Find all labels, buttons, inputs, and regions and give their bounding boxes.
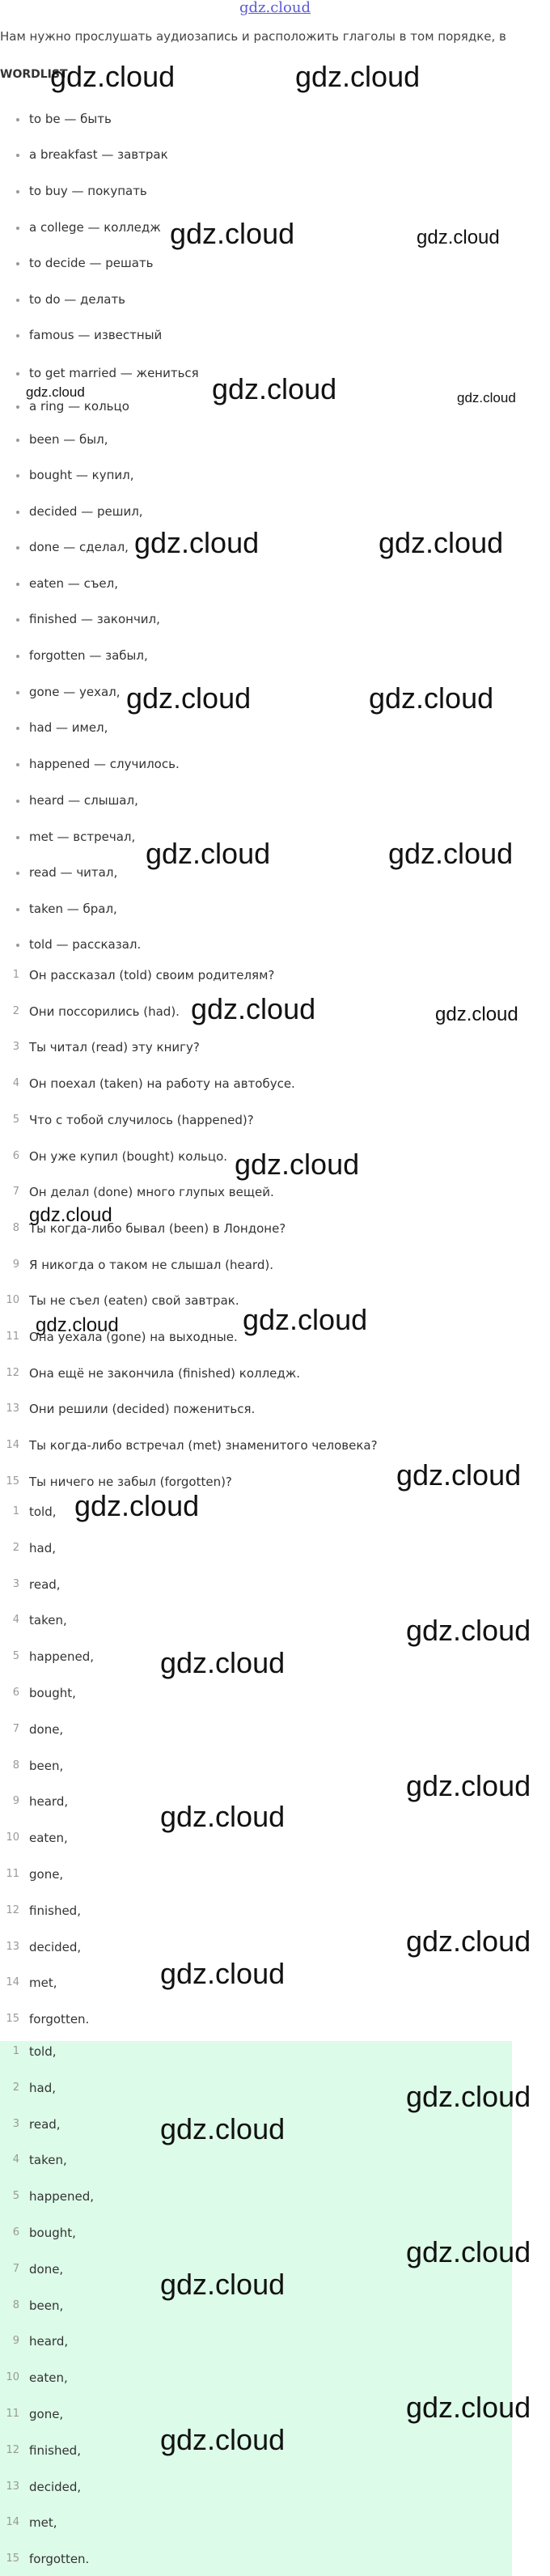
watermark: gdz.cloud	[160, 1800, 286, 1833]
row-number: 1	[12, 969, 19, 981]
bullet-icon	[16, 474, 19, 477]
row-number: 9	[12, 2335, 19, 2348]
watermark: gdz.cloud	[50, 60, 176, 93]
row-number: 8	[12, 2298, 19, 2311]
watermark: gdz.cloud	[26, 384, 85, 400]
row-number: 6	[12, 1687, 19, 1699]
row-text: told,	[29, 2044, 57, 2059]
row-text: told,	[29, 1504, 57, 1519]
row-text: heard,	[29, 1794, 69, 1810]
row-text: decided,	[29, 2479, 82, 2494]
row-text: met,	[29, 1975, 57, 1991]
watermark: gdz.cloud	[170, 217, 295, 250]
bullet-icon	[16, 190, 19, 193]
watermark: gdz.cloud	[406, 2080, 531, 2113]
row-text: happened,	[29, 2189, 94, 2205]
intro-text: Нам нужно прослушать аудиозапись и расположить глаголы в том порядке, в	[0, 29, 506, 44]
row-number: 11	[6, 1330, 19, 1343]
wordlist-item-text: a college — колледж	[29, 220, 161, 235]
bullet-icon	[16, 691, 19, 694]
site-link[interactable]: gdz.cloud	[239, 0, 311, 16]
bullet-icon	[16, 872, 19, 875]
row-number: 15	[6, 1475, 19, 1487]
row-number: 8	[12, 1759, 19, 1772]
row-text: had,	[29, 2080, 56, 2095]
row-number: 12	[6, 1366, 19, 1379]
watermark: gdz.cloud	[369, 681, 494, 715]
row-text: Они поссорились (had).	[29, 1004, 180, 1019]
row-text: eaten,	[29, 2370, 68, 2386]
row-text: eaten,	[29, 1831, 68, 1846]
row-number: 6	[12, 2226, 19, 2239]
bullet-icon	[16, 439, 19, 442]
row-text: forgotten.	[29, 2012, 90, 2027]
row-number: 4	[12, 1077, 19, 1090]
watermark: gdz.cloud	[160, 2423, 286, 2456]
wordlist-item-text: to do — делать	[29, 292, 126, 307]
wordlist-item-text: a breakfast — завтрак	[29, 147, 168, 162]
row-number: 12	[6, 2443, 19, 2456]
bullet-icon	[16, 262, 19, 265]
row-text: Они решили (decided) пожениться.	[29, 1402, 256, 1417]
row-number: 5	[12, 1650, 19, 1663]
watermark: gdz.cloud	[406, 2391, 531, 2424]
wordlist-item-text: finished — закончил,	[29, 612, 160, 626]
row-number: 1	[12, 1505, 19, 1517]
wordlist-item-text: forgotten — забыл,	[29, 648, 148, 663]
row-number: 2	[12, 2081, 19, 2094]
bullet-icon	[16, 546, 19, 550]
row-number: 7	[12, 1722, 19, 1735]
row-text: Он рассказал (told) своим родителям?	[29, 968, 275, 982]
watermark: gdz.cloud	[406, 1769, 531, 1802]
row-text: been,	[29, 2298, 64, 2313]
row-number: 3	[12, 1041, 19, 1054]
row-text: done,	[29, 2261, 64, 2277]
row-text: met,	[29, 2515, 57, 2531]
wordlist-item-text: had — имел,	[29, 720, 108, 735]
row-text: Он поехал (taken) на работу на автобусе.	[29, 1076, 295, 1092]
watermark: gdz.cloud	[134, 526, 260, 559]
row-text: forgotten.	[29, 2552, 90, 2567]
row-number: 3	[12, 2117, 19, 2130]
row-number: 9	[12, 1258, 19, 1271]
bullet-icon	[16, 334, 19, 337]
watermark: gdz.cloud	[146, 837, 271, 870]
watermark: gdz.cloud	[295, 60, 421, 93]
row-number: 13	[6, 2480, 19, 2493]
row-number: 4	[12, 2154, 19, 2166]
watermark: gdz.cloud	[379, 526, 504, 559]
row-number: 1	[12, 2045, 19, 2057]
bullet-icon	[16, 944, 19, 947]
watermark: gdz.cloud	[243, 1303, 368, 1336]
row-number: 2	[12, 1541, 19, 1554]
row-number: 7	[12, 2262, 19, 2275]
row-number: 15	[6, 2013, 19, 2026]
row-text: Ты ничего не забыл (forgotten)?	[29, 1474, 232, 1489]
row-text: read,	[29, 2116, 61, 2132]
bullet-icon	[16, 511, 19, 514]
row-text: been,	[29, 1758, 64, 1773]
row-text: taken,	[29, 1613, 67, 1628]
wordlist-item-text: done — сделал,	[29, 540, 129, 554]
watermark: gdz.cloud	[406, 1614, 531, 1647]
row-text: taken,	[29, 2153, 67, 2168]
watermark: gdz.cloud	[235, 1148, 360, 1181]
watermark: gdz.cloud	[126, 681, 252, 715]
row-number: 3	[12, 1577, 19, 1590]
watermark: gdz.cloud	[417, 227, 500, 248]
wordlist-item-text: bought — купил,	[29, 468, 134, 482]
row-text: Он делал (done) много глупых вещей.	[29, 1185, 274, 1200]
wordlist-item-text: told — рассказал.	[29, 937, 142, 952]
row-text: gone,	[29, 1867, 64, 1882]
row-text: finished,	[29, 1903, 81, 1918]
wordlist-item-text: been — был,	[29, 432, 108, 447]
bullet-icon	[16, 908, 19, 911]
row-text: happened,	[29, 1649, 94, 1665]
bullet-icon	[16, 836, 19, 839]
row-text: Ты когда-либо встречал (met) знаменитого человека?	[29, 1438, 378, 1454]
watermark: gdz.cloud	[160, 2112, 286, 2145]
wordlist-item-text: gone — уехал,	[29, 685, 121, 699]
bullet-icon	[16, 372, 19, 376]
row-number: 5	[12, 1113, 19, 1126]
row-text: done,	[29, 1721, 64, 1737]
row-text: had,	[29, 1540, 56, 1555]
row-number: 7	[12, 1186, 19, 1199]
watermark: gdz.cloud	[160, 2268, 286, 2301]
row-number: 6	[12, 1149, 19, 1162]
row-text: finished,	[29, 2442, 81, 2458]
wordlist-item-text: to decide — решать	[29, 256, 154, 270]
bullet-icon	[16, 227, 19, 230]
row-text: Она уехала (gone) на выходные.	[29, 1330, 238, 1344]
watermark: gdz.cloud	[406, 2235, 531, 2268]
row-number: 8	[12, 1221, 19, 1234]
watermark: gdz.cloud	[160, 1957, 286, 1990]
bullet-icon	[16, 299, 19, 302]
wordlist-item-text: heard — слышал,	[29, 793, 138, 808]
row-number: 2	[12, 1004, 19, 1017]
wordlist-item-text: to buy — покупать	[29, 184, 147, 198]
wordlist-item-text: a ring — кольцо	[29, 399, 129, 414]
row-text: Она ещё не закончила (finished) колледж.	[29, 1365, 301, 1381]
watermark: gdz.cloud	[74, 1489, 200, 1522]
row-text: Я никогда о таком не слышал (heard).	[29, 1257, 273, 1272]
watermark: gdz.cloud	[212, 372, 337, 405]
row-text: read,	[29, 1577, 61, 1592]
row-text: Он уже купил (bought) кольцо.	[29, 1148, 228, 1164]
row-text: heard,	[29, 2334, 69, 2349]
watermark: gdz.cloud	[396, 1458, 522, 1492]
wordlist-item-text: eaten — съел,	[29, 576, 119, 591]
row-number: 10	[6, 2371, 19, 2384]
row-number: 4	[12, 1614, 19, 1627]
row-text: Ты читал (read) эту книгу?	[29, 1040, 200, 1055]
watermark: gdz.cloud	[435, 1004, 518, 1025]
row-number: 14	[6, 1439, 19, 1452]
watermark: gdz.cloud	[388, 837, 514, 870]
row-number: 14	[6, 2516, 19, 2529]
row-number: 10	[6, 1294, 19, 1307]
bullet-icon	[16, 154, 19, 157]
wordlist-item-text: taken — брал,	[29, 902, 117, 916]
wordlist-item-text: to get married — жениться	[29, 366, 199, 380]
row-number: 5	[12, 2190, 19, 2203]
wordlist-item-text: happened — случилось.	[29, 757, 180, 771]
bullet-icon	[16, 118, 19, 121]
row-number: 13	[6, 1940, 19, 1953]
row-number: 12	[6, 1903, 19, 1916]
wordlist-item-text: met — встречал,	[29, 830, 136, 844]
row-text: decided,	[29, 1939, 82, 1954]
row-number: 13	[6, 1403, 19, 1415]
wordlist-item-text: famous — известный	[29, 328, 163, 342]
wordlist-label: WORDLIST	[0, 68, 68, 81]
wordlist-item-text: to be — быть	[29, 112, 112, 126]
bullet-icon	[16, 727, 19, 730]
row-text: bought,	[29, 1686, 76, 1700]
row-number: 15	[6, 2553, 19, 2565]
row-number: 10	[6, 1831, 19, 1844]
row-number: 9	[12, 1795, 19, 1808]
row-number: 11	[6, 2408, 19, 2420]
wordlist-item-text: decided — решил,	[29, 504, 143, 519]
watermark: gdz.cloud	[36, 1314, 119, 1336]
watermark: gdz.cloud	[160, 1646, 286, 1679]
row-number: 11	[6, 1868, 19, 1880]
bullet-icon	[16, 800, 19, 803]
bullet-icon	[16, 763, 19, 766]
bullet-icon	[16, 618, 19, 622]
bullet-icon	[16, 405, 19, 409]
bullet-icon	[16, 655, 19, 658]
row-text: Ты не съел (eaten) свой завтрак.	[29, 1293, 239, 1309]
row-text: gone,	[29, 2407, 64, 2421]
watermark: gdz.cloud	[191, 992, 316, 1025]
row-text: Что с тобой случилось (happened)?	[29, 1112, 254, 1127]
row-number: 14	[6, 1976, 19, 1989]
watermark: gdz.cloud	[457, 390, 516, 405]
wordlist-item-text: read — читал,	[29, 865, 118, 880]
watermark: gdz.cloud	[29, 1204, 112, 1226]
row-text: bought,	[29, 2226, 76, 2240]
bullet-icon	[16, 583, 19, 586]
row-text: Ты когда-либо бывал (been) в Лондоне?	[29, 1220, 286, 1236]
watermark: gdz.cloud	[406, 1925, 531, 1958]
